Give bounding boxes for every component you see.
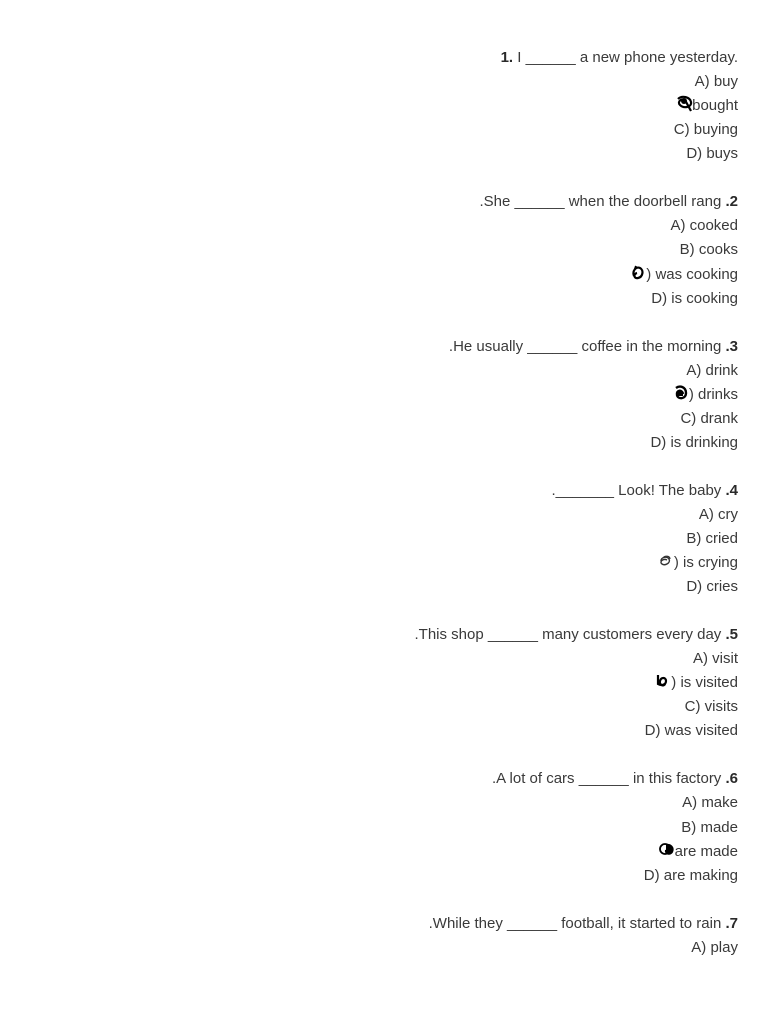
question-text: .This shop ______ many customers every day <box>414 626 722 644</box>
question-text-line <box>38 623 738 647</box>
question-text-line <box>38 46 738 70</box>
quiz-document <box>38 46 738 984</box>
option-text: buying <box>693 121 738 139</box>
option-text: cried <box>705 529 738 547</box>
handwritten-selection-mark-icon <box>662 844 674 858</box>
option-text: is drinking <box>670 433 738 451</box>
option-prefix: D) <box>686 578 703 596</box>
option-text: make <box>701 794 738 812</box>
option-text: is crying <box>682 554 738 572</box>
answer-option[interactable] <box>38 431 738 455</box>
question-number: 1. <box>500 49 514 66</box>
answer-option[interactable] <box>38 671 738 695</box>
question-text: .He usually ______ coffee in the morning <box>448 337 722 355</box>
question-text-line <box>38 479 738 503</box>
question-number: .4 <box>725 481 738 499</box>
answer-option[interactable] <box>38 647 738 671</box>
question-number: .3 <box>725 337 738 355</box>
option-text: made <box>700 818 738 836</box>
option-text: are made <box>674 842 738 860</box>
answer-option[interactable] <box>38 936 738 960</box>
question-2 <box>38 190 738 310</box>
question-text: I ______ a new phone yesterday. <box>517 49 738 66</box>
answer-option[interactable] <box>38 503 738 527</box>
answer-option[interactable] <box>38 214 738 238</box>
answer-option[interactable] <box>38 864 738 888</box>
question-6 <box>38 767 738 887</box>
option-prefix: D) <box>686 145 703 163</box>
handwritten-selection-mark-icon <box>658 675 670 689</box>
option-text: visit <box>712 650 738 668</box>
question-text: ._______ Look! The baby <box>551 481 722 499</box>
question-text-line <box>38 335 738 359</box>
answer-option[interactable] <box>38 816 738 840</box>
option-text: drink <box>705 361 738 379</box>
answer-option[interactable] <box>38 719 738 743</box>
answer-option[interactable] <box>38 238 738 262</box>
answer-option[interactable] <box>38 287 738 311</box>
option-text: is cooking <box>671 289 738 307</box>
option-prefix: D) <box>650 433 667 451</box>
option-prefix: A) <box>686 361 702 379</box>
answer-option[interactable] <box>38 695 738 719</box>
option-text: are making <box>663 866 738 884</box>
question-text-line <box>38 767 738 791</box>
option-text: buy <box>713 73 738 91</box>
option-text: cries <box>706 578 738 596</box>
option-text: bought <box>692 97 738 115</box>
handwritten-selection-mark-icon <box>679 98 691 112</box>
question-number: .2 <box>725 193 738 211</box>
question-text: .She ______ when the doorbell rang <box>479 193 722 211</box>
option-prefix: A) <box>698 505 714 523</box>
answer-option[interactable] <box>38 527 738 551</box>
option-text: cooked <box>689 217 738 235</box>
question-1 <box>38 46 738 166</box>
option-prefix: B) <box>681 818 697 836</box>
question-3 <box>38 335 738 455</box>
option-prefix: A) <box>691 938 707 956</box>
option-text: cry <box>718 505 738 523</box>
option-prefix: B) <box>686 529 702 547</box>
answer-option[interactable] <box>38 70 738 94</box>
option-text: drank <box>700 409 738 427</box>
option-prefix: B) <box>679 241 695 259</box>
option-text: buys <box>706 145 738 163</box>
answer-option[interactable] <box>38 791 738 815</box>
question-5 <box>38 623 738 743</box>
answer-option[interactable] <box>38 551 738 575</box>
question-text-line <box>38 912 738 936</box>
answer-option[interactable] <box>38 263 738 287</box>
handwritten-selection-mark-icon <box>676 387 688 401</box>
option-text: cooks <box>698 241 738 259</box>
question-7 <box>38 912 738 960</box>
option-text: was cooking <box>655 265 738 283</box>
handwritten-selection-mark-icon <box>661 555 673 569</box>
handwritten-selection-mark-icon <box>633 267 645 281</box>
option-prefix: A) <box>692 650 708 668</box>
answer-option[interactable] <box>38 142 738 166</box>
answer-option[interactable] <box>38 407 738 431</box>
option-prefix: ) <box>646 265 652 283</box>
question-text: .While they ______ football, it started to rain <box>428 914 722 932</box>
option-text: is visited <box>680 674 738 692</box>
option-prefix: A) <box>682 794 698 812</box>
option-text: drinks <box>697 385 738 403</box>
option-prefix: A) <box>694 73 710 91</box>
option-text: play <box>710 938 738 956</box>
option-prefix: C) <box>684 698 701 716</box>
option-prefix: D) <box>651 289 668 307</box>
answer-option[interactable] <box>38 118 738 142</box>
option-prefix: ) <box>673 554 679 572</box>
question-text: .A lot of cars ______ in this factory <box>492 770 722 788</box>
option-prefix: ) <box>671 674 677 692</box>
answer-option[interactable] <box>38 94 738 118</box>
option-text: was visited <box>664 722 738 740</box>
answer-option[interactable] <box>38 840 738 864</box>
option-text: visits <box>704 698 738 716</box>
question-text-line <box>38 190 738 214</box>
option-prefix: C) <box>680 409 697 427</box>
option-prefix: A) <box>670 217 686 235</box>
question-number: .5 <box>725 626 738 644</box>
answer-option[interactable] <box>38 575 738 599</box>
option-prefix: C) <box>673 121 690 139</box>
option-prefix: D) <box>644 722 661 740</box>
answer-option[interactable] <box>38 359 738 383</box>
option-prefix: ) <box>688 385 694 403</box>
question-number: .6 <box>725 770 738 788</box>
question-4 <box>38 479 738 599</box>
option-prefix: D) <box>643 866 660 884</box>
question-number: .7 <box>725 914 738 932</box>
answer-option[interactable] <box>38 383 738 407</box>
